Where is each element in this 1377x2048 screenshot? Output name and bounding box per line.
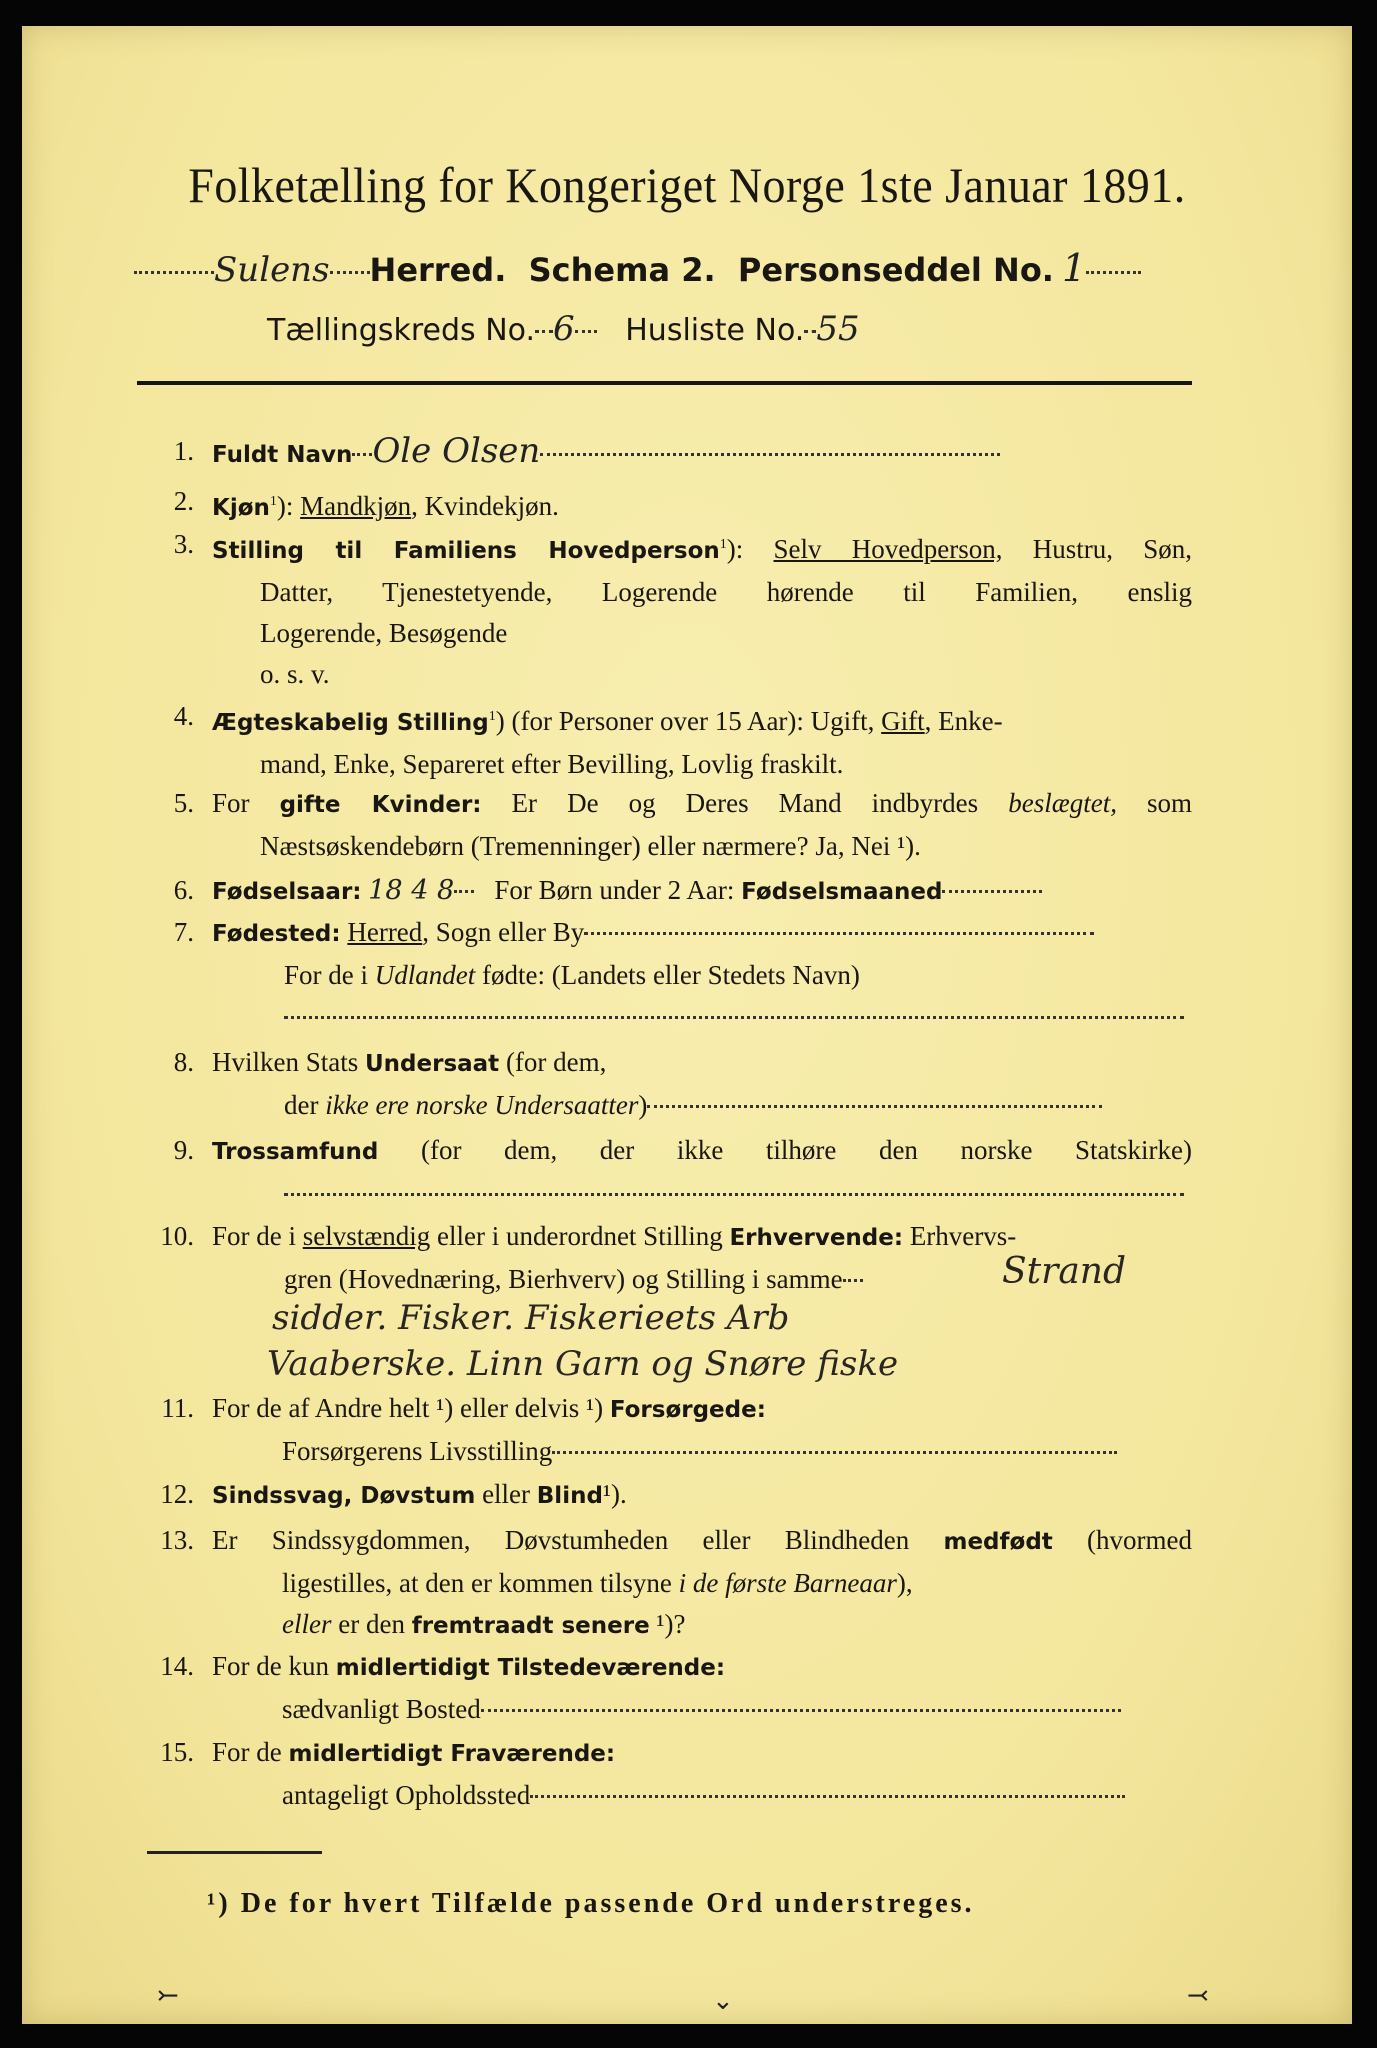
item-text: For de kun	[212, 1651, 329, 1681]
item-number: 14.	[160, 1651, 194, 1681]
item-12	[132, 1474, 1192, 1517]
item-label: Kjøn	[212, 495, 270, 521]
item-13	[132, 1520, 1192, 1647]
schema-label: Schema 2.	[528, 251, 716, 289]
item-italic: Udlandet	[374, 960, 476, 990]
item-text: ligestilles, at den er kommen tilsyne	[282, 1568, 672, 1598]
kreds-line	[267, 309, 860, 349]
item-8-line-2: der ikke ere norske Undersaatter)	[284, 1085, 1192, 1126]
item-label: Erhvervende:	[729, 1225, 904, 1251]
item-pre: For	[212, 788, 250, 818]
item-number: 1.	[173, 436, 194, 466]
item-text: For de	[212, 1737, 282, 1767]
item-italic: beslægtet,	[1008, 788, 1117, 818]
item-label: Fødested:	[212, 921, 341, 947]
item-number: 13.	[160, 1525, 194, 1555]
item-number: 9.	[173, 1135, 194, 1165]
item-7	[132, 912, 1192, 1037]
kreds-label: Tællingskreds No.	[267, 313, 535, 348]
marital-text: (for Personer over 15 Aar): Ugift,	[511, 706, 875, 736]
item-3: 3. Stilling til Familiens Hovedperson$^1$): Selv Hovedperson, Hustru, Søn, Datter, Tjenestetyende, Logerende hørende til Familien, enslig Logerende, Besøgende o. s. v.	[132, 524, 1192, 695]
item-label: medfødt	[943, 1529, 1053, 1555]
footnote-ref: 1	[269, 494, 277, 509]
position-selected: Selv Hovedperson,	[773, 534, 1003, 564]
position-options-3: Logerende, Besøgende	[260, 618, 508, 648]
sex-option: Kvindekjøn.	[424, 491, 559, 521]
footnote: ¹) De for hvert Tilfælde passende Ord understreges.	[207, 1888, 975, 1919]
item-13-line-2	[282, 1563, 1192, 1604]
birthplace-options: , Sogn eller By	[422, 917, 585, 947]
item-5-line-2: Næstsøskendebørn (Tremenninger) eller nærmere? Ja, Nei ¹).	[260, 831, 921, 861]
item-number: 7.	[173, 917, 194, 947]
item-label: Fuldt Navn	[212, 442, 353, 468]
arrow-mark-icon: ⌄	[712, 1986, 734, 2016]
item-label: midlertidigt Tilstedeværende:	[335, 1655, 726, 1681]
form-title: Folketælling for Kongeriget Norge 1ste Januar 1891.	[188, 157, 1186, 213]
position-options-2: Datter, Tjenestetyende, Logerende hørende til Familien, enslig	[260, 577, 1192, 607]
item-underlined: selvstændig	[302, 1221, 431, 1251]
item-number: 6.	[173, 875, 194, 905]
item-7-line-2	[284, 955, 1192, 996]
personseddel-label: Personseddel No.	[737, 251, 1054, 289]
arrow-mark-icon: ⤚	[157, 1981, 179, 2011]
item-italic: ikke ere norske Undersaatter	[325, 1090, 639, 1120]
item-text: der	[284, 1090, 319, 1120]
item-text: Hvilken Stats	[212, 1047, 359, 1077]
husliste-label: Husliste No.	[625, 313, 805, 348]
item-text: (for dem, der ikke tilhøre den norske Statskirke)	[420, 1135, 1193, 1165]
item-number: 10.	[160, 1221, 194, 1251]
birth-month-label: Fødselsmaaned	[741, 879, 943, 905]
item-text: eller	[482, 1479, 531, 1509]
item-label: Stilling til Familiens Hovedperson	[212, 538, 720, 564]
item-number: 11.	[161, 1393, 194, 1423]
item-9-blank	[284, 1173, 1192, 1214]
item-number: 2.	[173, 486, 194, 516]
item-text-2: ),	[896, 1568, 913, 1598]
item-5	[132, 783, 1192, 867]
item-15-line-2	[282, 1775, 1192, 1816]
item-number: 12.	[160, 1479, 194, 1509]
item-label: Fødselsaar:	[212, 879, 362, 905]
footnote-ref: 1	[488, 709, 496, 724]
item-number: 5.	[173, 788, 194, 818]
item-text-2: (for dem,	[505, 1047, 607, 1077]
item-9	[132, 1130, 1192, 1214]
item-label: Sindssvag, Døvstum	[212, 1483, 476, 1509]
item-label-3: fremtraadt senere	[411, 1613, 650, 1639]
item-text-3: Erhvervs-	[909, 1221, 1017, 1251]
personseddel-value: 1	[1061, 246, 1087, 290]
item-label: Trossamfund	[212, 1139, 379, 1165]
item-text: Forsørgerens Livsstilling	[282, 1436, 553, 1466]
item-6	[132, 870, 1192, 913]
item-4: 4. Ægteskabelig Stilling$^1$) (for Personer over 15 Aar): Ugift, Gift, Enke- mand, Enke, Separeret efter Bevilling, Lovlig fraskilt.	[132, 696, 1192, 785]
item-number: 3.	[173, 529, 194, 559]
item-number: 4.	[173, 701, 194, 731]
item-text-2: fødte: (Landets eller Stedets Navn)	[482, 960, 860, 990]
item-8	[132, 1042, 1192, 1126]
item-text: er den	[338, 1609, 405, 1639]
birth-year-value: 18 4 8	[368, 875, 455, 906]
item-text: Er Sindssygdommen, Døvstumheden eller Blindheden	[212, 1525, 910, 1555]
herred-line	[134, 246, 1189, 290]
item-number: 8.	[173, 1047, 194, 1077]
item-label: Undersaat	[365, 1051, 500, 1077]
item-label: midlertidigt Fraværende:	[288, 1741, 616, 1767]
occupation-handwriting-3: Vaaberske. Linn Garn og Snøre fiske	[267, 1344, 899, 1384]
item-end: ¹).	[602, 1479, 627, 1509]
census-form	[22, 26, 1352, 2024]
item-italic: eller	[282, 1609, 332, 1639]
item-text: For de i	[284, 960, 368, 990]
header-rule	[137, 381, 1192, 385]
item-1	[132, 431, 1192, 476]
item-text-2: eller i underordnet Stilling	[437, 1221, 723, 1251]
item-14-line-2	[282, 1689, 1192, 1730]
occupation-handwriting-2: sidder. Fisker. Fiskerieets Arb	[272, 1298, 790, 1338]
item-text: sædvanligt Bosted	[282, 1694, 481, 1724]
item-label: Forsørgede:	[609, 1397, 766, 1423]
arrow-mark-icon: ⤙	[1187, 1981, 1209, 2011]
item-2: 2. Kjøn$^1$): Mandkjøn, Kvindekjøn.	[132, 481, 1192, 529]
position-options-4: o. s. v.	[260, 659, 330, 689]
item-label: Ægteskabelig Stilling	[212, 710, 489, 736]
kreds-value: 6	[553, 309, 575, 349]
item-15	[132, 1732, 1192, 1816]
item-italic: i de første Barneaar	[678, 1568, 897, 1598]
marital-selected: Gift	[881, 706, 925, 736]
full-name-value: Ole Olsen	[372, 431, 541, 471]
item-text-3: ¹)?	[656, 1609, 686, 1639]
item-7-blank	[284, 996, 1192, 1037]
item-number: 15.	[160, 1737, 194, 1767]
item-text: For Børn under 2 Aar:	[494, 875, 735, 905]
marital-options-2: mand, Enke, Separeret efter Bevilling, Lovlig fraskilt.	[260, 749, 844, 779]
item-14	[132, 1646, 1192, 1730]
sex-selected: Mandkjøn	[300, 491, 412, 521]
item-text-2: som	[1147, 788, 1193, 818]
item-text: Er De og Deres Mand indbyrdes	[511, 788, 979, 818]
item-11-line-2	[282, 1431, 1192, 1472]
footnote-ref: 1	[719, 537, 727, 552]
item-11	[132, 1388, 1192, 1472]
occupation-handwriting-1: Strand	[1002, 1251, 1127, 1292]
item-label-2: Blind	[536, 1483, 603, 1509]
herred-value: Sulens	[214, 250, 330, 290]
item-text: For de i	[212, 1221, 296, 1251]
husliste-value: 55	[816, 309, 860, 349]
item-text: For de af Andre helt ¹) eller delvis ¹)	[212, 1393, 604, 1423]
item-13-line-3	[282, 1604, 1192, 1647]
footnote-rule	[147, 1851, 322, 1854]
item-text: gren (Hovednæring, Bierhverv) og Stilling i samme	[284, 1264, 843, 1294]
position-options: Hustru, Søn,	[1032, 534, 1192, 564]
item-text-2: (hvormed	[1087, 1525, 1193, 1555]
herred-label: Herred.	[369, 251, 507, 289]
item-label: gifte Kvinder:	[279, 792, 482, 818]
marital-text-2: , Enke-	[924, 706, 1003, 736]
item-text: antageligt Opholdssted	[282, 1780, 531, 1810]
birthplace-selected: Herred	[347, 917, 423, 947]
